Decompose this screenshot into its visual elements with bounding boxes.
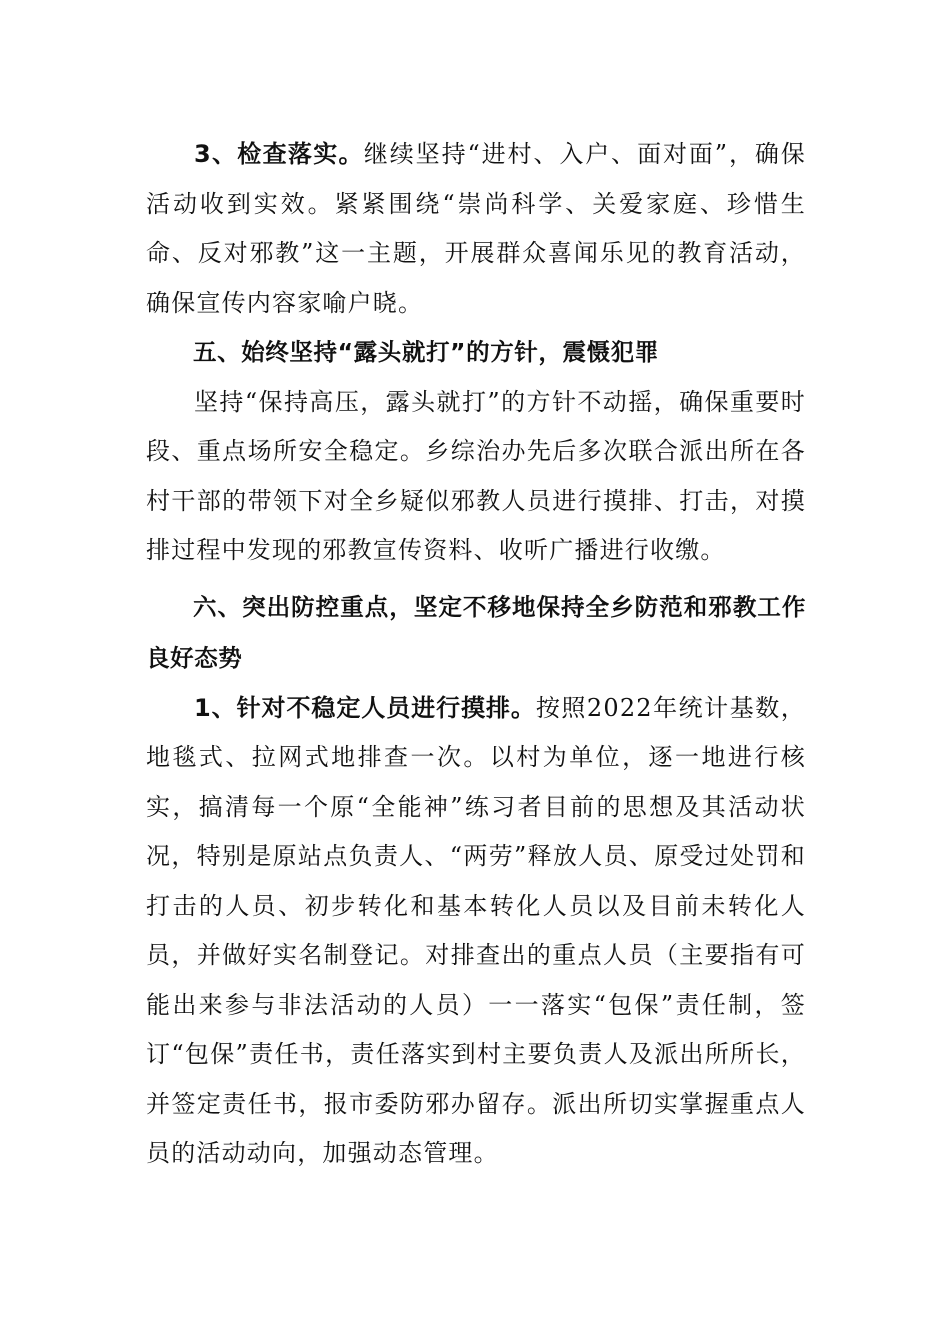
paragraph-high-pressure: 坚持“保持高压，露头就打”的方针不动摇，确保重要时段、重点场所安全稳定。乡综治办先后多次联合派出所在各村干部的带领下对全乡疑似邪教人员进行摸排、打击，对摸排过程中发现的邪教宣传资料、收听广播进行收缴。: [146, 387, 806, 564]
paragraph-lead-screening: 1、针对不稳定人员进行摸排。: [194, 693, 536, 722]
paragraph-lead-inspection: 3、检查落实。: [194, 140, 364, 168]
section-heading-six: 六、突出防控重点，坚定不移地保持全乡防范和邪教工作良好态势: [146, 592, 806, 672]
document-page: [146, 128, 806, 1179]
paragraph-body-inspection: 继续坚持“进村、入户、面对面”，确保活动收到实效。紧紧围绕“崇尚科学、关爱家庭、珍惜生命、反对邪教”这一主题，开展群众喜闻乐见的教育活动，确保宣传内容家喻户晓。: [146, 140, 806, 317]
paragraph-inspection: [146, 130, 806, 328]
paragraph-body-screening: 按照2022年统计基数，地毯式、拉网式地排查一次。以村为单位，逐一地进行核实，搞清每一个原“全能神”练习者目前的思想及其活动状况，特别是原站点负责人、“两劳”释放人员、原受过处罚和打击的人员、初步转化和基本转化人员以及目前未转化人员，并做好实名制登记。对排查出的重点人员（主要指有可能出来参与非法活动的人员）一一落实“包保”责任制，签订“包保”责任书，责任落实到村主要负责人及派出所所长，并签定责任书，报市委防邪办留存。派出所切实掌握重点人员的活动动向，加强动态管理。: [146, 693, 806, 1167]
section-heading-five: 五、始终坚持“露头就打”的方针，震慑犯罪: [193, 338, 659, 366]
paragraph-screening: [146, 684, 806, 1179]
